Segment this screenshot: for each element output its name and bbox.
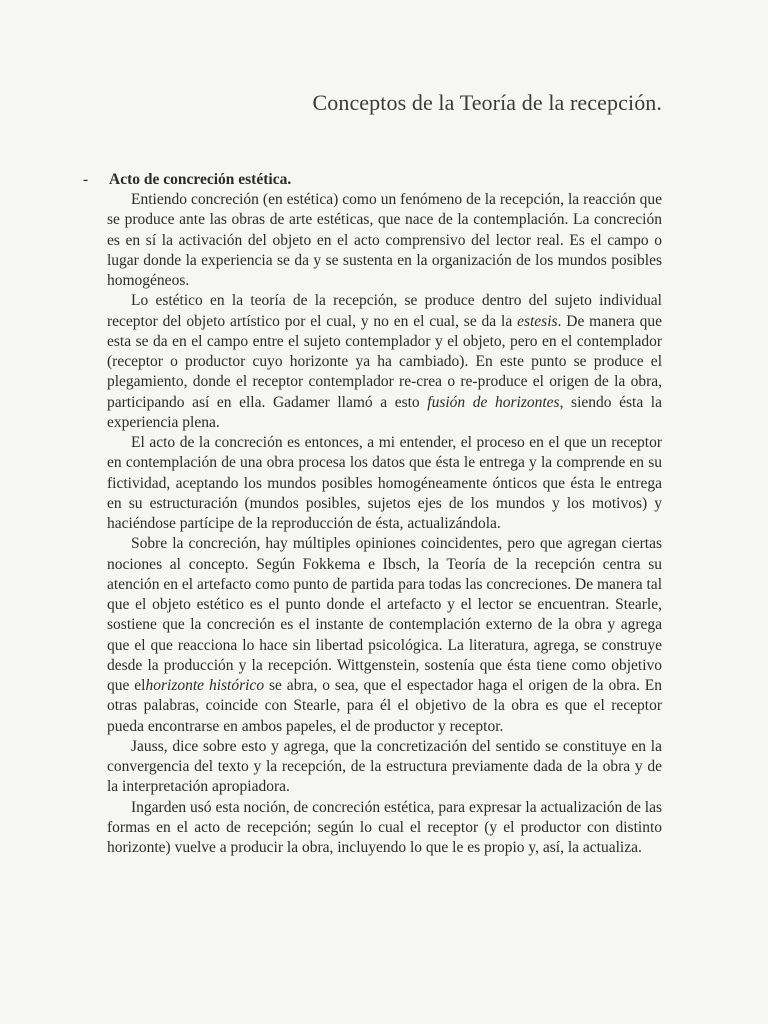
paragraph-4-emphasis-horizonte: horizonte histórico <box>145 677 265 694</box>
paragraph-1-text: Entiendo concreción (en estética) como un fenómeno de la recepción, la reacción que se produce ante las obras de arte estéticas, que nace de la contemplación. La concreción es en sí la activación del objeto en el acto comprensivo del lector real. Es el campo o lugar donde la experiencia se da y se sustenta en la organización de los mundos posibles homogéneos. <box>107 191 662 289</box>
paragraph-6-text: Ingarden usó esta noción, de concreción estética, para expresar la actualización de las formas en el acto de recepción; según lo cual el receptor (y el productor con distinto horizonte) vuelve a producir la obra, incluyendo lo que le es propio y, así, la actualiza. <box>107 798 662 856</box>
paragraph-3 <box>107 433 662 534</box>
paragraph-4 <box>107 534 662 737</box>
bullet-dash: - <box>83 171 89 188</box>
document-title: Conceptos de la Teoría de la recepción. <box>312 90 662 115</box>
paragraph-2-emphasis-fusion: fusión de horizontes <box>427 393 560 411</box>
paragraph-2-emphasis-estesis: estesis <box>517 312 558 330</box>
section-header <box>0 170 768 190</box>
paragraph-3-text: El acto de la concreción es entonces, a mi entender, el proceso en el que un receptor en contemplación de una obra procesa los datos que ésta le entrega y la comprende en su fictividad, aceptando los mundos posibles homogéneamente ónticos que ésta le entrega en su estructuración (mundos posibles, sujetos ejes de los mundos y los motivos) y haciéndose partícipe de la reproducción de ésta, actualizándola. <box>107 434 662 532</box>
document-body <box>107 190 662 858</box>
paragraph-5-text: Jauss, dice sobre esto y agrega, que la concretización del sentido se constituye en la convergencia del texto y la recepción, de la estructura previamente dada de la obra y de la interpretación apropiadora. <box>107 737 662 796</box>
paragraph-2-text-b: . De manera que esta se da en el campo entre el sujeto contemplador y el objeto, pero en el contemplador (receptor o productor cuyo horizonte ya ha cambiado). En este punto se produce el plegamiento, donde el receptor contemplador re-crea o re-produce el origen de la obra, participando así en ella. Gadamer llamó a esto <box>107 312 662 411</box>
paragraph-4-text-a: Sobre la concreción, hay múltiples opiniones coincidentes, pero que agregan ciertas nociones al concepto. Según Fokkema e Ibsch, la Teoría de la recepción centra su atención en el artefacto como punto de partida para todas las concreciones. De manera tal que el objeto estético es el punto donde el artefacto y el lector se encuentran. Stearle, sostiene que la concreción es el instante de contemplación externo de la obra y agrega que el que reacciona lo hace sin libertad psicológica. La literatura, agrega, se construye desde la producción y la recepción. Wittgenstein, sostenía que ésta tiene como objetivo que el <box>107 535 662 694</box>
paragraph-1 <box>107 190 662 291</box>
paragraph-6 <box>107 798 662 859</box>
section-heading: Acto de concreción estética. <box>109 171 292 188</box>
paragraph-2-text-c: , siendo ésta la experiencia plena. <box>107 393 662 431</box>
paragraph-2-text-a: Lo estético en la teoría de la recepción, se produce dentro del sujeto individual receptor del objeto artístico por el cual, y no en el cual, se da la <box>107 292 662 330</box>
paragraph-4-text-b: se abra, o sea, que el espectador haga el origen de la obra. En otras palabras, coincide con Stearle, para él el objetivo de la obra es que el receptor pueda encontrarse en ambos papeles, el de productor y receptor. <box>107 677 663 735</box>
paragraph-2 <box>107 291 662 433</box>
paragraph-5 <box>107 737 662 798</box>
